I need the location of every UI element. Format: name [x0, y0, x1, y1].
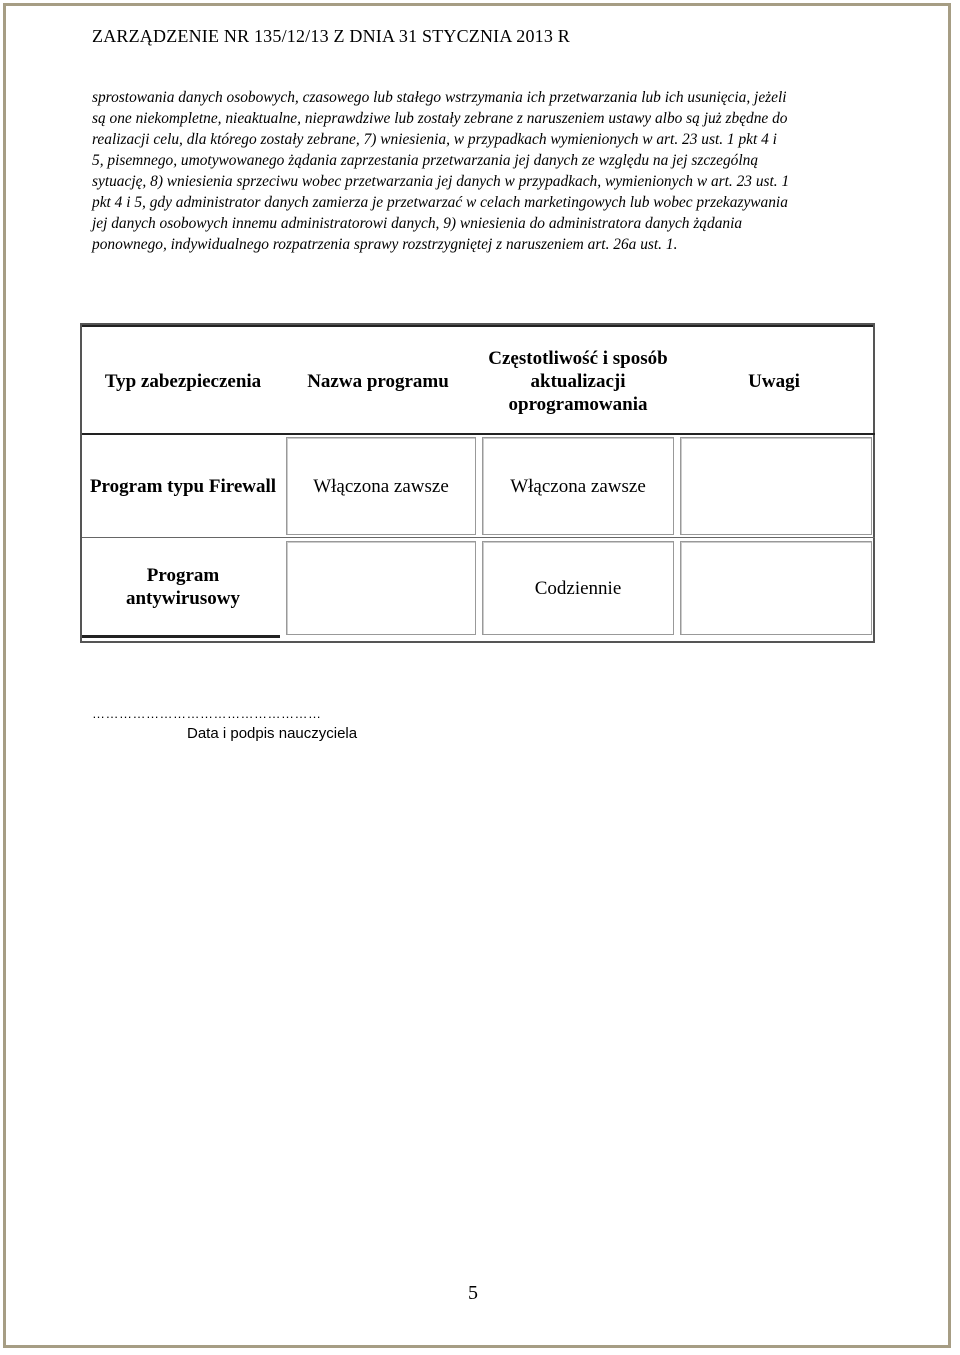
- document-header: ZARZĄDZENIE NR 135/12/13 Z DNIA 31 STYCZNIA 2013 R: [92, 26, 570, 46]
- security-table: [80, 323, 875, 643]
- paragraph-line: 5, pisemnego, umotywowanego żądania zaprzestania przetwarzania jej danych ze względu na jej szczególną: [92, 152, 759, 169]
- header-divider: [82, 433, 875, 435]
- paragraph-line: są one niekompletne, nieaktualne, nieprawdziwe lub zostały zebrane z naruszeniem ustawy albo są już zbędne do: [92, 110, 788, 127]
- row2-program-name: [286, 541, 476, 635]
- signature-line: ……………………………………………: [92, 706, 322, 721]
- header-cell-update-frequency: Częstotliwość i sposób aktualizacji oprogramowania: [488, 347, 668, 415]
- paragraph-line: jej danych osobowych innemu administratorowi danych, 9) wniesienia do administratora danych żądania: [92, 215, 743, 232]
- signature-label: Data i podpis nauczyciela: [187, 725, 358, 742]
- header-cell-program-name: Nazwa programu: [307, 370, 449, 392]
- row1-update-frequency: Włączona zawsze: [482, 437, 674, 535]
- paragraph-line: sprostowania danych osobowych, czasowego lub stałego wstrzymania ich przetwarzania lub ich usunięcia, jeżeli: [92, 89, 787, 106]
- row1-type: Program typu Firewall: [89, 475, 277, 497]
- paragraph-line: ponownego, indywidualnego rozpatrzenia sprawy rozstrzygniętej z naruszeniem art. 26a ust. 1.: [92, 236, 678, 253]
- row1-program-name: Włączona zawsze: [286, 437, 476, 535]
- signature-block: [92, 706, 472, 742]
- row-divider: [82, 537, 875, 538]
- row2-update-frequency: Codziennie: [482, 541, 674, 635]
- bottom-left-rule: [82, 635, 280, 638]
- paragraph-line: realizacji celu, dla którego zostały zebrane, 7) wniesienia, w przypadkach wymienionych w art. 23 ust. 1 pkt 4 i: [92, 131, 777, 148]
- paragraph-line: pkt 4 i 5, gdy administrator danych zamierza je przetwarzać w celach marketingowych lub wobec przekazywania: [92, 194, 788, 211]
- paragraph-line: sytuację, 8) wniesienia sprzeciwu wobec przetwarzania jej danych w przypadkach, wymienionych w art. 23 ust. 1: [92, 173, 790, 190]
- header-cell-notes: Uwagi: [748, 370, 800, 392]
- page-number: 5: [468, 1282, 478, 1304]
- header-cell-type: Typ zabezpieczenia: [104, 370, 262, 392]
- row1-notes: [680, 437, 872, 535]
- row2-notes: [680, 541, 872, 635]
- body-paragraph: [92, 87, 868, 255]
- row2-type: Program antywirusowy: [125, 565, 240, 609]
